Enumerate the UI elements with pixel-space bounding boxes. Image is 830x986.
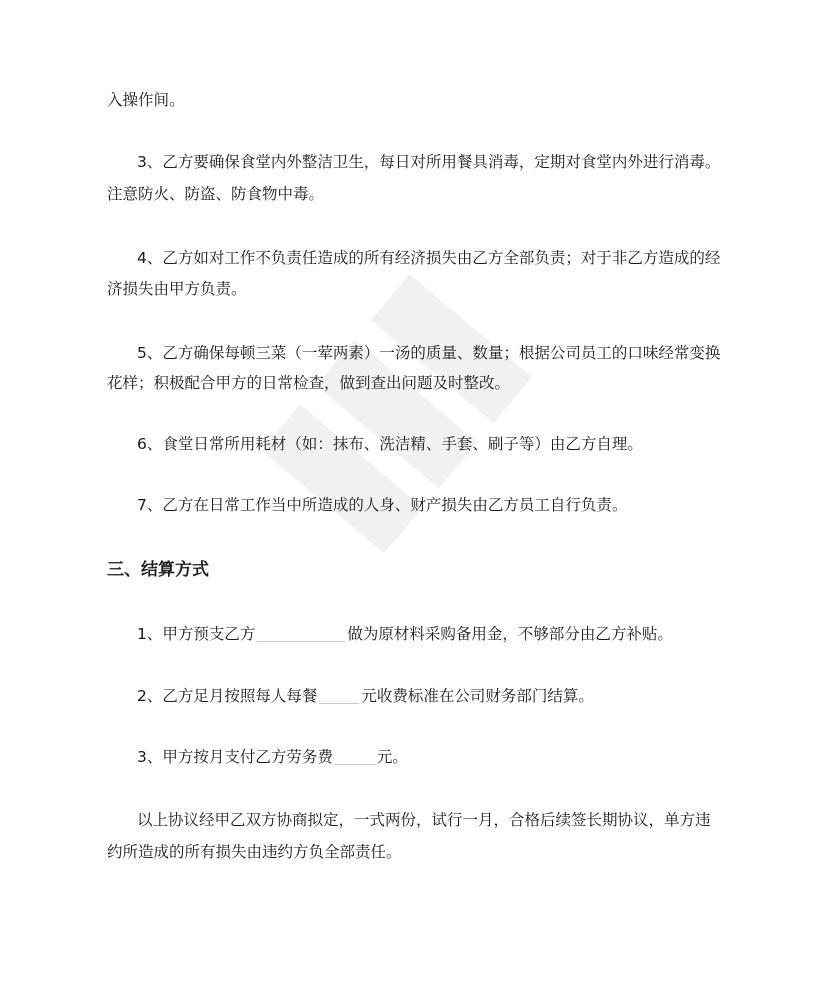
closing-line-2: 约所造成的所有损失由违约方负全部责任。 bbox=[107, 843, 402, 861]
settlement-item-2-text-after: 元收费标准在公司财务部门结算。 bbox=[361, 687, 594, 705]
settlement-item-1 bbox=[137, 624, 673, 644]
settlement-item-3-text-after: 元。 bbox=[376, 748, 408, 766]
settlement-item-3-text-before: 3、甲方按月支付乙方劳务费 bbox=[137, 748, 333, 766]
clause-6: 6、食堂日常所用耗材（如：抹布、洗洁精、手套、刷子等）由乙方自理。 bbox=[137, 435, 643, 453]
advance-amount-blank[interactable] bbox=[257, 625, 345, 642]
settlement-item-1-text-before: 1、甲方预支乙方 bbox=[137, 625, 256, 643]
clause-4-line-2: 济损失由甲方负责。 bbox=[107, 280, 247, 298]
watermark-icon bbox=[240, 246, 560, 574]
clause-7: 7、乙方在日常工作当中所造成的人身、财产损失由乙方员工自行负责。 bbox=[137, 496, 628, 514]
settlement-item-3 bbox=[137, 747, 408, 767]
clause-3-line-1: 3、乙方要确保食堂内外整洁卫生，每日对所用餐具消毒，定期对食堂内外进行消毒。 bbox=[137, 153, 721, 171]
clause-3-line-2: 注意防火、防盗、防食物中毒。 bbox=[107, 185, 325, 203]
settlement-item-2-text-before: 2、乙方足月按照每人每餐 bbox=[137, 687, 318, 705]
section-3-title: 三、结算方式 bbox=[107, 560, 209, 580]
paragraph-continuation: 入操作间。 bbox=[107, 91, 185, 109]
closing-line-1: 以上协议经甲乙双方协商拟定，一式两份，试行一月，合格后续签长期协议，单方违 bbox=[137, 811, 711, 829]
settlement-item-2 bbox=[137, 686, 594, 706]
clause-4-line-1: 4、乙方如对工作不负责任造成的所有经济损失由乙方全部负责；对于非乙方造成的经 bbox=[137, 249, 721, 267]
clause-5-line-2: 花样；积极配合甲方的日常检查，做到查出问题及时整改。 bbox=[107, 374, 511, 392]
clause-5-line-1: 5、乙方确保每顿三菜（一荤两素）一汤的质量、数量；根据公司员工的口味经常变换 bbox=[137, 344, 721, 362]
service-fee-blank[interactable] bbox=[335, 748, 375, 765]
settlement-item-1-text-after: 做为原材料采购备用金，不够部分由乙方补贴。 bbox=[347, 625, 673, 643]
meal-fee-blank[interactable] bbox=[319, 687, 359, 704]
